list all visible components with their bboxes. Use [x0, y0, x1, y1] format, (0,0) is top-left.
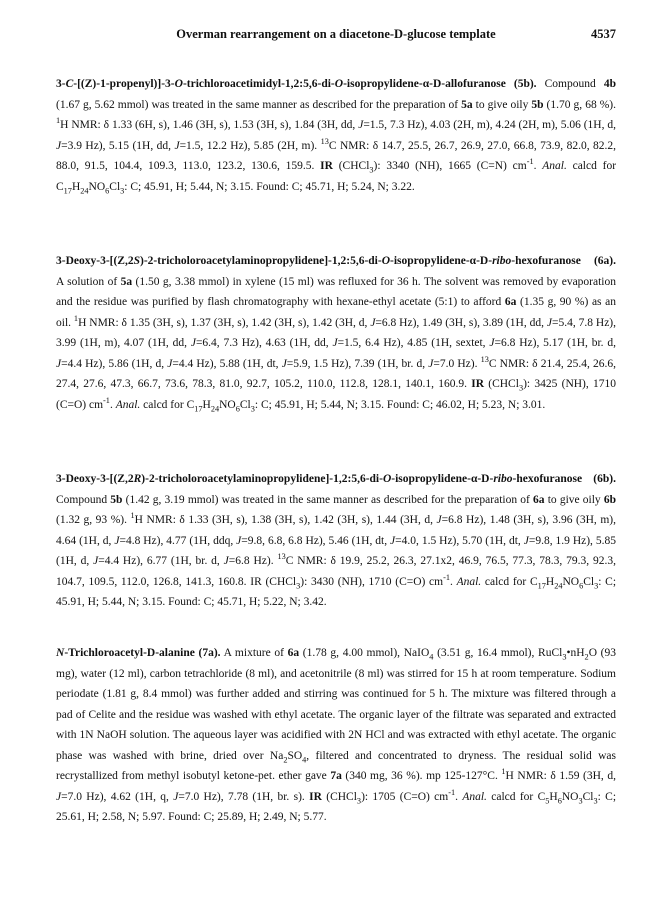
running-header [56, 27, 616, 45]
compound-6a-paragraph: 3-Deoxy-3-[(Z,2S)-2-tricholoroacetylaminopropylidene]-1,2:5,6-di-O-isopropylidene-α-D-ribo-hexofuranose (6a). A solution of 5a (1.50 g, 3.38 mmol) in xylene (15 ml) was refluxed for 36 h. The solvent was removed by evaporation and the residue was purified by flash chromatography with hexane-ethyl acetate (5:1) to afford 6a (1.35 g, 90 %) as an oil. $^1$H NMR: δ 1.35 (3H, s), 1.37 (3H, s), 1.42 (3H, s), 1.42 (3H, d, J=6.8 Hz), 1.49 (3H, s), 3.89 (1H, dd, J=5.4, 7.8 Hz), 3.99 (1H, m), 4.07 (1H, dd, J=6.4, 7.3 Hz), 4.63 (1H, dd, J=1.5, 6.4 Hz), 4.85 (1H, sextet, J=6.8 Hz), 5.17 (1H, br. d, J=4.4 Hz), 5.86 (1H, d, J=4.4 Hz), 5.88 (1H, dt, J=5.9, 1.5 Hz), 7.39 (1H, br. d, J=7.0 Hz). $^{13}$C NMR: δ 21.4, 25.4, 26.6, 27.4, 27.6, 47.3, 66.7, 73.6, 78.3, 81.0, 92.7, 105.2, 110.0, 112.8, 128.1, 140.1, 160.9. IR (CHCl$_3$): 3425 (NH), 1710 (C=O) $cm^{-1}$. Anal. calcd for $C_{17}H_{24}NO_6Cl_3$: C; 45.91, H; 5.44, N; 3.15. Found: C; 46.02, H; 5.23, N; 3.01. [56, 255, 617, 413]
page-number: 4537 [591, 27, 616, 41]
compound-5b-section [56, 74, 616, 197]
compound-5b-paragraph: 3-C-[(Z)-1-propenyl)]-3-O-trichloroacetimidyl-1,2:5,6-di-O-isopropylidene-α-D-allofuranose (5b). Compound 4b (1.67 g, 5.62 mmol) was treated in the same manner as described for the preparation of 5a to give oily 5b (1.70 g, 68 %). $^1$H NMR: δ 1.33 (6H, s), 1.46 (3H, s), 1.53 (3H, s), 1.84 (3H, dd, J=1.5, 7.3 Hz), 4.03 (2H, m), 4.24 (2H, m), 5.06 (1H, d, J=3.9 Hz), 5.15 (1H, dd, J=1.5, 12.2 Hz), 5.85 (2H, m). $^{13}$C NMR: δ 14.7, 25.5, 26.7, 26.9, 27.0, 66.8, 73.9, 82.0, 82.2, 88.0, 91.5, 104.4, 109.3, 113.0, 123.2, 130.6, 159.5. IR (CHCl$_3$): 3340 (NH), 1665 (C=N) $cm^{-1}$. Anal. calcd for $C_{17}H_{24}NO_6Cl_3$: C; 45.91, H; 5.44, N; 3.15. Found: C; 45.71, H; 5.24, N; 3.22. [56, 78, 617, 195]
compound-6b-section [56, 469, 616, 613]
compound-6b-paragraph: 3-Deoxy-3-[(Z,2R)-2-tricholoroacetylaminopropylidene]-1,2:5,6-di-O-isopropylidene-α-D-ribo-hexofuranose (6b). Compound 5b (1.42 g, 3.19 mmol) was treated in the same manner as described for the preparation of 6a to give oily 6b (1.32 g, 93 %). $^1$H NMR: δ 1.33 (3H, s), 1.38 (3H, s), 1.42 (3H, s), 1.44 (3H, d, J=6.8 Hz), 1.48 (3H, s), 3.96 (3H, m), 4.64 (1H, d, J=4.8 Hz), 4.77 (1H, ddq, J=9.8, 6.8, 6.8 Hz), 5.46 (1H, dt, J=4.0, 1.5 Hz), 5.70 (1H, dt, J=9.8, 1.9 Hz), 5.85 (1H, d, J=4.4 Hz), 6.77 (1H, br. d, J=6.8 Hz). $^{13}$C NMR: δ 19.9, 25.2, 26.3, 27.1x2, 46.9, 76.5, 77.3, 78.3, 79.3, 92.3, 104.7, 109.5, 112.0, 126.8, 141.3, 160.8. IR (CHCl$_3$): 3430 (NH), 1710 (C=O) $cm^{-1}$. Anal. calcd for $C_{17}H_{24}NO_6Cl_3$: C; 45.91, H; 5.44, N; 3.15. Found: C; 45.71, H; 5.22, N; 3.42. [56, 473, 617, 608]
compound-6a-section [56, 251, 616, 415]
running-title: Overman rearrangement on a diacetone-D-glucose template [176, 27, 496, 41]
compound-7a-section [56, 643, 616, 828]
compound-7a-paragraph: N-Trichloroacetyl-D-alanine (7a). A mixture of 6a (1.78 g, 4.00 mmol), NaIO$_4$ (3.51 g, 16.4 mmol), $RuCl_3•nH_2O$ (93 mg), water (12 ml), carbon tetrachloride (8 ml), and acetonitrile (8 ml) was stirred for 15 h at room temperature. Sodium periodate (1.81 g, 8.4 mmol) was further added and stirring was continued for 5 h. The mixture was filtered through a pad of Celite and the residue was washed with ethyl acetate. The organic layer of the filtrate was separated and extracted with 1N NaOH solution. The aqueous layer was acidified with 2N HCl and was extracted with ethyl acetate. The organic phase was washed with brine, dried over $Na_2SO_4$, filtered and concentrated to dryness. The residual solid was recrystallized from methyl isobutyl ketone-pet. ether gave 7a (340 mg, 36 %). mp 125-127°C. $^1$H NMR: δ 1.59 (3H, d, J=7.0 Hz), 4.62 (1H, q, J=7.0 Hz), 7.78 (1H, br. s). IR (CHCl$_3$): 1705 (C=O) $cm^{-1}$. Anal. calcd for $C_5H_6NO_3Cl_3$: C; 25.61, H; 2.58, N; 5.97. Found: C; 25.89, H; 2.49, N; 5.77. [56, 647, 617, 823]
